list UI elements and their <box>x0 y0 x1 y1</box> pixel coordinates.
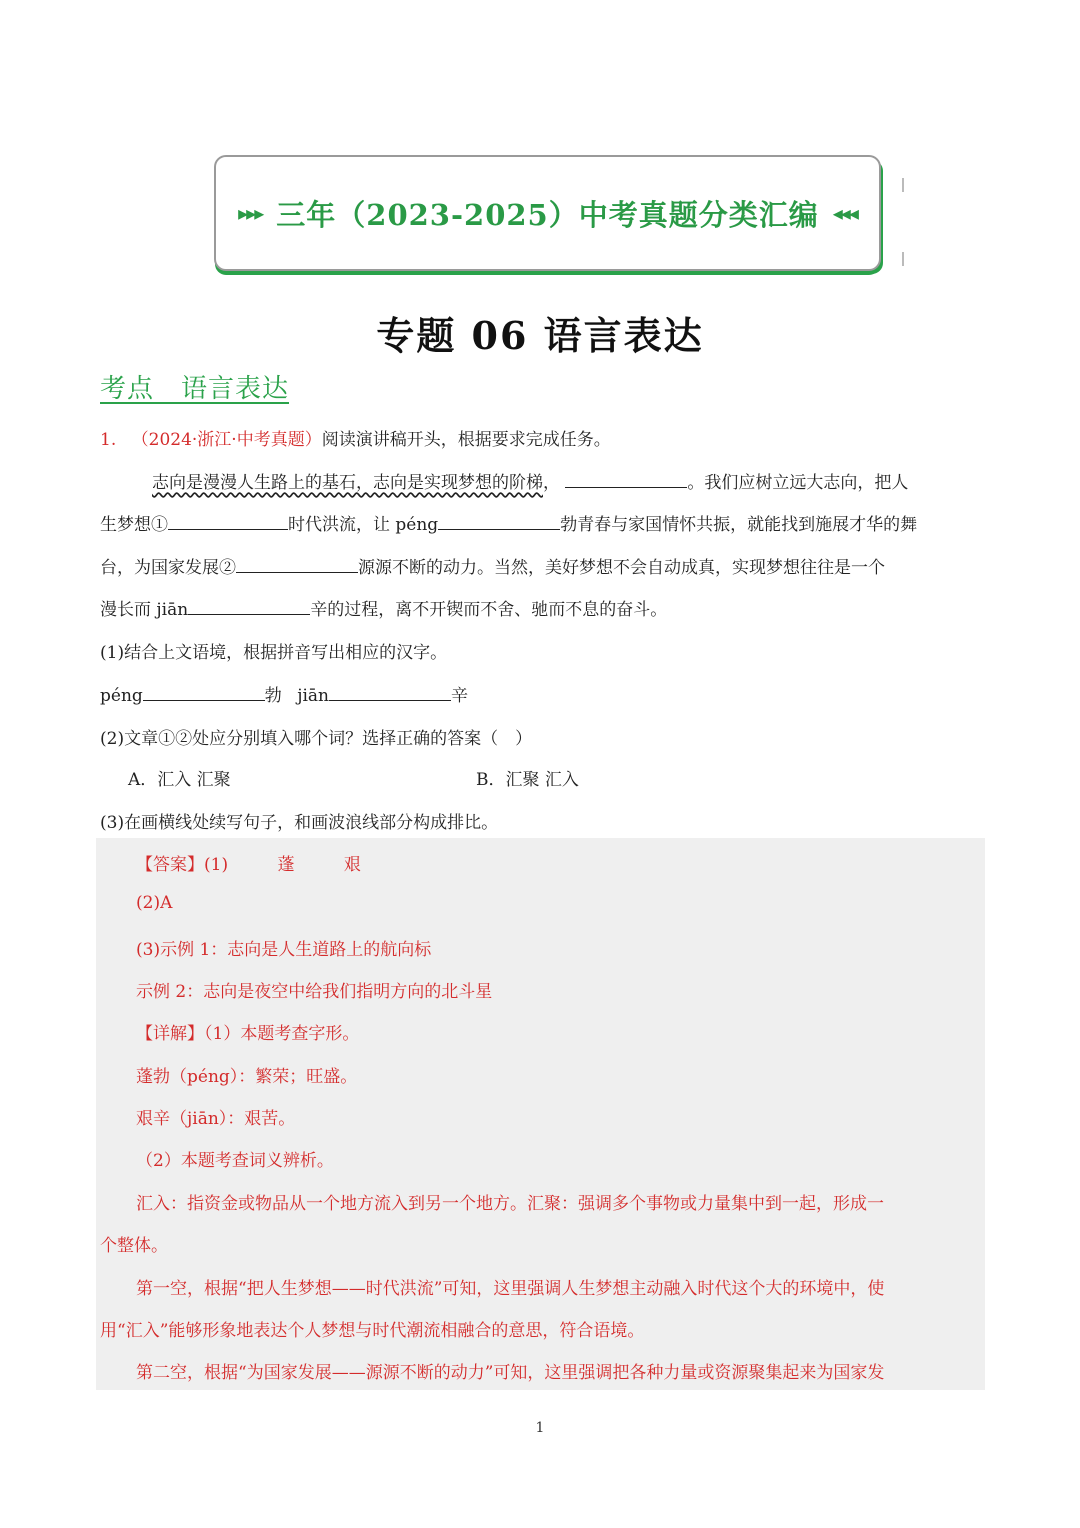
answer-char-peng: 蓬 <box>277 855 295 875</box>
explanation-line-7: 第一空，根据“把人生梦想——时代洪流”可知，这里强调人生梦想主动融入时代这个大的环境中，使 <box>136 1279 885 1299</box>
explanation-line-1: 【详解】（1）本题考查字形。 <box>136 1024 360 1044</box>
passage-text: 勃青春与家国情怀共振，就能找到施展才华的舞 <box>560 515 918 535</box>
blank-peng <box>438 511 560 530</box>
blank-peng-answer <box>143 682 265 701</box>
right-arrows-icon: ▸▸▸ <box>238 201 263 225</box>
passage-line-4 <box>100 595 667 620</box>
sub-question-1-answer-line <box>100 681 468 706</box>
question-header <box>100 425 611 450</box>
blank-2 <box>236 554 358 573</box>
blank-1 <box>168 511 288 530</box>
option-a: A．汇入 汇聚 <box>128 770 231 790</box>
section-heading: 考点 语言表达 <box>100 374 290 404</box>
answer-char-jian: 艰 <box>343 855 361 875</box>
answer-line-1 <box>136 850 361 875</box>
option-b: B．汇聚 汇入 <box>476 770 579 790</box>
passage-text: 生梦想① <box>100 515 168 535</box>
answer-box <box>96 838 985 1390</box>
passage-line-3 <box>100 553 885 578</box>
answer-line-3: (3)示例 1：志向是人生道路上的航向标 <box>136 940 432 960</box>
question-prompt: 阅读演讲稿开头，根据要求完成任务。 <box>321 430 611 450</box>
page-number: 1 <box>535 1420 545 1436</box>
explanation-line-9: 第二空，根据“为国家发展——源源不断的动力”可知，这里强调把各种力量或资源聚集起来为国家发 <box>136 1363 885 1383</box>
char-xin: 辛 <box>450 686 468 706</box>
passage-text: 。我们应树立远大志向，把人 <box>687 473 909 493</box>
answer-label: 【答案】(1) <box>136 855 229 875</box>
passage-text: 时代洪流，让 péng <box>288 515 439 535</box>
passage-text: 台，为国家发展② <box>100 558 236 578</box>
passage-text: 源源不断的动力。当然，美好梦想不会自动成真，实现梦想往往是一个 <box>358 558 885 578</box>
answer-line-4: 示例 2：志向是夜空中给我们指明方向的北斗星 <box>136 982 493 1002</box>
explanation-line-3: 艰辛（jiān）：艰苦。 <box>136 1109 296 1129</box>
wavy-underlined-text: 志向是漫漫人生路上的基石，志向是实现梦想的阶梯 <box>152 473 543 493</box>
explanation-line-5: 汇入：指资金或物品从一个地方流入到另一个地方。汇聚：强调多个事物或力量集中到一起，形成一 <box>136 1194 884 1214</box>
pinyin-jian: jiān <box>297 686 329 706</box>
explanation-line-4: （2）本题考查词义辨析。 <box>136 1151 334 1171</box>
explanation-line-6: 个整体。 <box>100 1236 168 1256</box>
page-title: 专题 06 语言表达 <box>376 313 704 358</box>
divider <box>902 252 904 266</box>
header-banner <box>214 155 881 271</box>
blank-jian-answer <box>329 682 451 701</box>
char-bo: 勃 <box>264 686 282 706</box>
explanation-line-2: 蓬勃（péng）：繁荣；旺盛。 <box>136 1067 358 1087</box>
passage-text: 辛的过程，离不开锲而不舍、驰而不息的奋斗。 <box>310 600 668 620</box>
divider <box>902 178 904 192</box>
passage-text: 漫长而 jiān <box>100 600 189 620</box>
answer-line-2: (2)A <box>136 893 173 913</box>
pinyin-peng: péng <box>100 686 143 706</box>
blank-jian <box>188 596 310 615</box>
sub-question-2: (2)文章①②处应分别填入哪个词？选择正确的答案（ ） <box>100 729 533 749</box>
left-arrows-icon: ◂◂◂ <box>832 201 857 225</box>
explanation-line-8: 用“汇入”能够形象地表达个人梦想与时代潮流相融合的意思，符合语境。 <box>100 1321 645 1341</box>
banner-title: 三年（2023-2025）中考真题分类汇编 <box>276 197 819 232</box>
question-source: （2024·浙江·中考真题） <box>131 430 322 450</box>
passage-line-1: 志向是漫漫人生路上的基石，志向是实现梦想的阶梯， 。我们应树立远大志向，把人 <box>152 468 908 493</box>
passage-line-2 <box>100 510 917 535</box>
question-number: 1. <box>100 430 117 450</box>
sub-question-3: (3)在画横线处续写句子，和画波浪线部分构成排比。 <box>100 813 499 833</box>
sub-question-1: (1)结合上文语境，根据拼音写出相应的汉字。 <box>100 643 448 663</box>
blank-continuation <box>565 469 687 488</box>
